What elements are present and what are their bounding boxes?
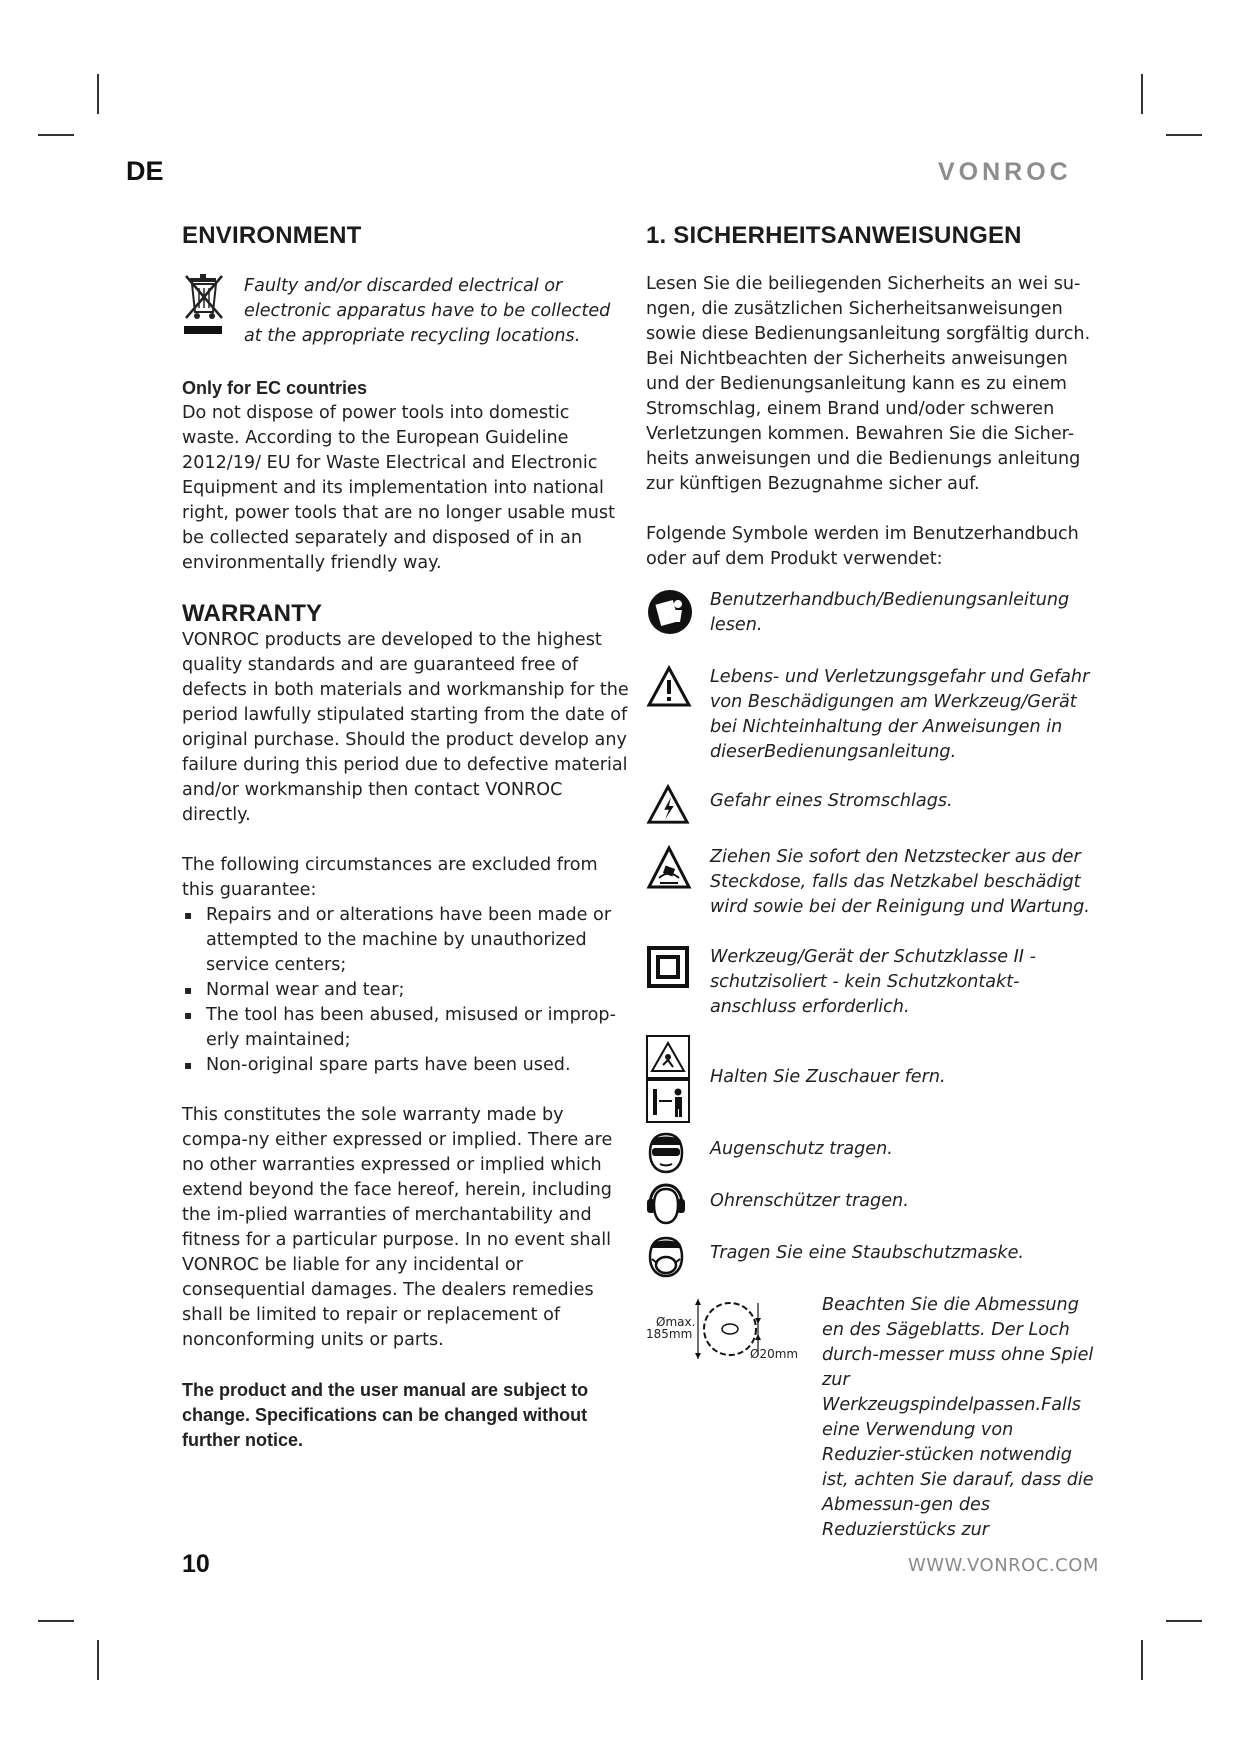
- saw-blade-dimension-icon: [646, 1293, 822, 1373]
- list-item: ▪ Normal wear and tear;: [182, 978, 630, 1003]
- read-manual-icon: [646, 588, 710, 640]
- crop-mark: [1141, 74, 1143, 114]
- ec-countries-text: Do not dispose of power tools into domestic waste. According to the European Guideline 2012/19/ EU for Waste Electrical and Electronic Equipment and its implementation into national right, power tools that are no longer usable must be collected separately and disposed of in an environmentally friendly way.: [182, 403, 615, 573]
- dust-mask-icon: [646, 1235, 710, 1283]
- symbol-row: [646, 1131, 1098, 1179]
- right-column: [646, 222, 1098, 1543]
- symbol-text: Halten Sie Zuschauer fern.: [710, 1067, 946, 1087]
- brand-logo: VONROC: [938, 158, 1072, 186]
- crop-mark: [97, 74, 99, 114]
- symbol-row: [646, 1183, 1098, 1231]
- environment-heading: ENVIRONMENT: [182, 222, 362, 249]
- symbol-text: Augenschutz tragen.: [710, 1139, 893, 1159]
- symbol-row: [646, 1035, 1098, 1127]
- crop-mark: [38, 1620, 74, 1622]
- keep-bystanders-away-icon: [646, 1035, 710, 1127]
- blade-symbol-row: [646, 1293, 1098, 1543]
- symbol-row: [646, 945, 1098, 1020]
- symbol-row: [646, 845, 1098, 920]
- blade-bore-label: Ø20mm: [750, 1347, 799, 1361]
- ec-countries-title: Only for EC countries: [182, 378, 368, 398]
- symbol-text: Benutzerhandbuch/Bedienungsanleitung lesen.: [710, 590, 1070, 635]
- safety-heading: 1. SICHERHEITSANWEISUNGEN: [646, 222, 1022, 249]
- symbol-row: [646, 783, 1098, 831]
- left-column: [182, 222, 630, 1453]
- ear-protection-icon: [646, 1183, 710, 1231]
- crop-mark: [1166, 134, 1202, 136]
- warning-icon: [646, 665, 710, 713]
- symbol-text: Tragen Sie eine Staubschutzmaske.: [710, 1243, 1025, 1263]
- change-notice: The product and the user manual are subject to change. Specifications can be changed without further notice.: [182, 1380, 589, 1450]
- crop-mark: [1166, 1620, 1202, 1622]
- weee-bin-icon: [182, 272, 244, 340]
- warranty-text-2: The following circumstances are excluded from this guarantee:: [182, 855, 598, 900]
- blade-diameter-label: 185mm: [646, 1327, 693, 1341]
- list-item: ▪ The tool has been abused, misused or improp-erly maintained;: [182, 1003, 630, 1053]
- electric-shock-icon: [646, 783, 710, 831]
- class-ii-icon: [646, 945, 710, 993]
- page-number: 10: [182, 1550, 210, 1578]
- unplug-icon: [646, 845, 710, 895]
- eye-protection-icon: [646, 1131, 710, 1179]
- symbol-text: Lebens- und Verletzungsgefahr und Gefahr von Beschädigungen am Werkzeug/Gerät bei Nichteinhaltung der Anweisungen in dieserBedienungsanleitung.: [710, 667, 1090, 762]
- crop-mark: [97, 1640, 99, 1680]
- symbol-text: Ziehen Sie sofort den Netzstecker aus der Steckdose, falls das Netzkabel beschädigt wird sowie bei der Reinigung und Wartung.: [710, 847, 1090, 917]
- language-code: DE: [126, 156, 164, 186]
- blade-max-label: Ømax.: [656, 1315, 696, 1329]
- safety-intro: Lesen Sie die beiliegenden Sicherheits an wei su-ngen, die zusätzlichen Sicherheitsanweisungen sowie diese Bedienungsanleitung sorgfältig durch. Bei Nichtbeachten der Sicherheits anweisungen und der Bedienungsanleitung kann es zu einem Stromschlag, einem Brand und/oder schweren Verletzungen kommen. Bewahren Sie die Sicher-heits anweisungen und die Bedienungs anleitung zur künftigen Bezugnahme sicher auf.: [646, 274, 1091, 494]
- symbols-intro: Folgende Symbole werden im Benutzerhandbuch oder auf dem Produkt verwendet:: [646, 524, 1079, 569]
- blade-text: Beachten Sie die Abmessung en des Sägeblatts. Der Loch durch-messer muss ohne Spiel zur Werkzeugspindelpassen.Falls eine Verwendung von Reduzier-stücken notwendig ist, achten Sie darauf, dass die Abmessun-gen des Reduzierstücks zur: [822, 1295, 1094, 1540]
- warranty-text-3: This constitutes the sole warranty made by compa-ny either expressed or implied. There are no other warranties expressed or implied which extend beyond the face hereof, herein, including the im-plied warranties of merchantability and fitness for a particular purpose. In no event shall VONROC be liable for any incidental or consequential damages. The dealers remedies shall be limited to repair or replacement of nonconforming units or parts.: [182, 1105, 613, 1350]
- symbol-row: [646, 1235, 1098, 1283]
- crop-mark: [1141, 1640, 1143, 1680]
- warranty-exclusion-list: [182, 903, 630, 1078]
- symbol-text: Gefahr eines Stromschlags.: [710, 791, 953, 811]
- symbol-text: Ohrenschützer tragen.: [710, 1191, 909, 1211]
- crop-mark: [38, 134, 74, 136]
- warranty-heading: WARRANTY: [182, 600, 323, 627]
- website-url: WWW.VONROC.COM: [908, 1555, 1099, 1576]
- symbol-text: Werkzeug/Gerät der Schutzklasse II - schutzisoliert - kein Schutzkontakt-anschluss erforderlich.: [710, 947, 1036, 1017]
- symbol-row: [646, 665, 1098, 765]
- warranty-text-1: VONROC products are developed to the highest quality standards and are guaranteed free of defects in both materials and workmanship for the period lawfully stipulated starting from the date of original purchase. Should the product develop any failure during this period due to defective material and/or workmanship then contact VONROC directly.: [182, 630, 629, 825]
- weee-block: [182, 272, 630, 349]
- list-item: ▪ Repairs and or alterations have been made or attempted to the machine by unauthorized service centers;: [182, 903, 630, 978]
- list-item: ▪ Non-original spare parts have been used.: [182, 1053, 630, 1078]
- symbol-row: [646, 588, 1098, 640]
- weee-text: Faulty and/or discarded electrical or electronic apparatus have to be collected at the appropriate recycling locations.: [244, 276, 611, 346]
